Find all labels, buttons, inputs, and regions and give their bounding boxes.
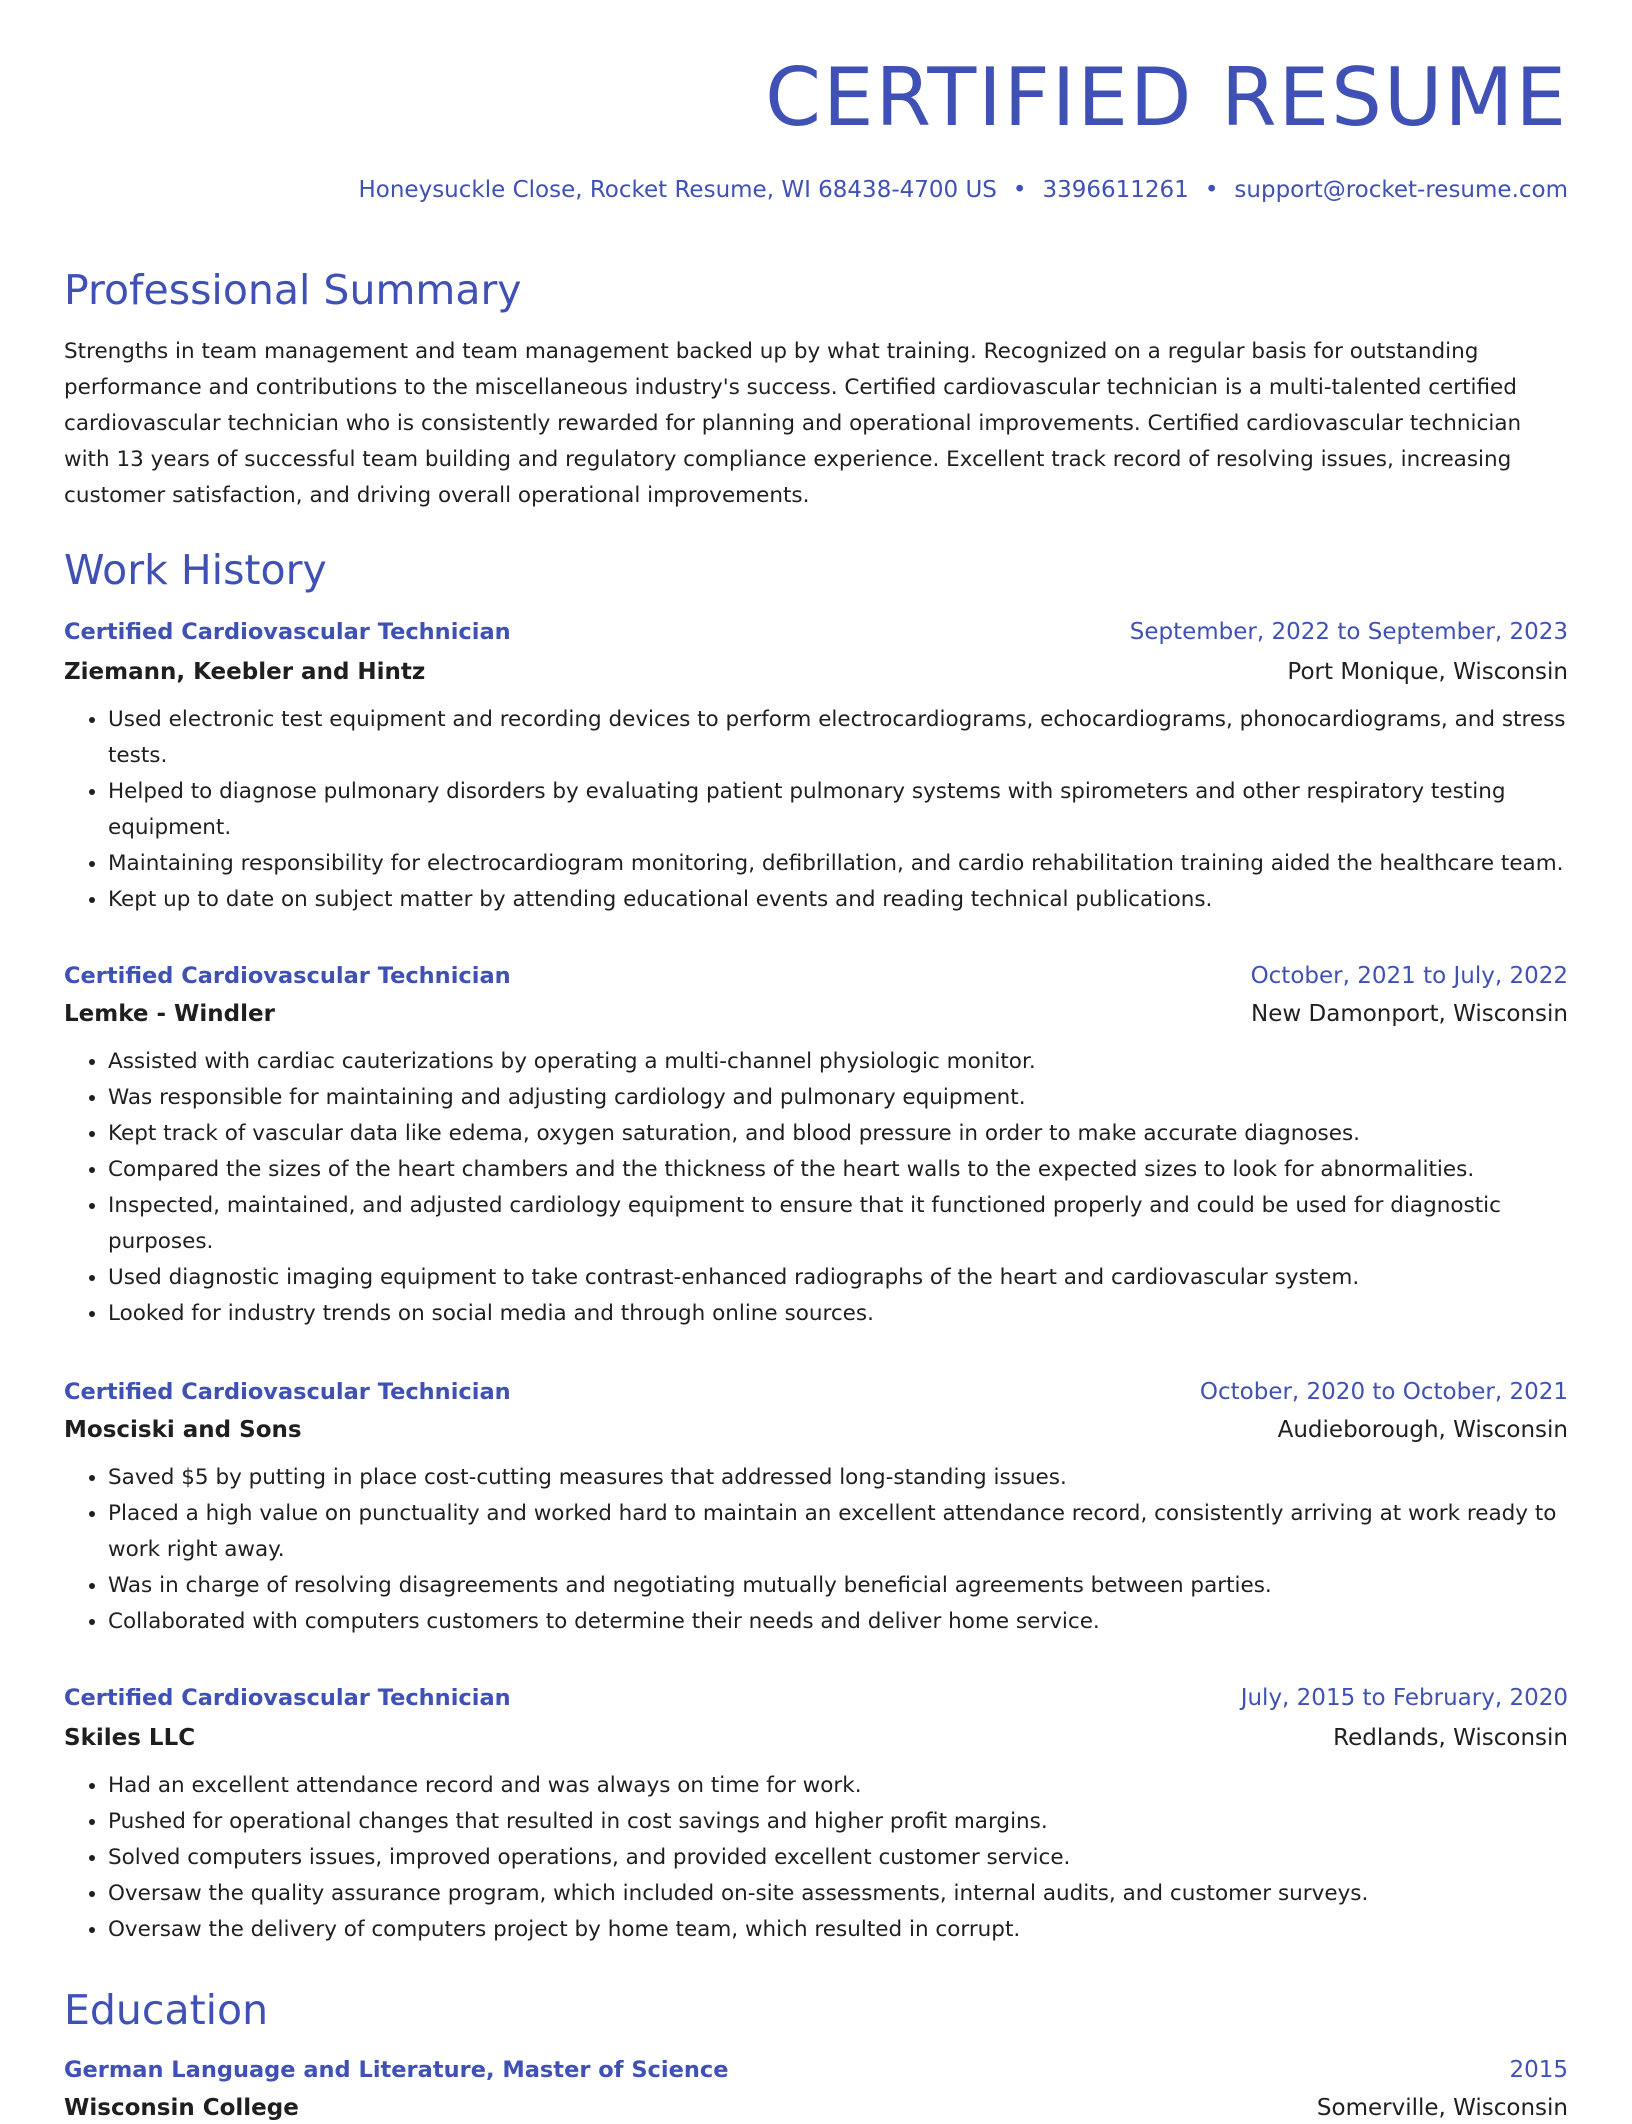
resume-header xyxy=(64,0,1568,206)
job-title: Certified Cardiovascular Technician xyxy=(64,1379,511,1405)
section-title-work-history: Work History xyxy=(64,546,327,594)
job-bullet: • Was in charge of resolving disagreements and negotiating mutually beneficial agreements between parties. xyxy=(108,1568,1568,1604)
education-entry xyxy=(64,2054,1568,2124)
contact-address: Honeysuckle Close, Rocket Resume, WI 68438-4700 US xyxy=(358,177,997,203)
work-history-section xyxy=(64,544,1568,1942)
job-entry xyxy=(64,1682,1568,1948)
education-year: 2015 xyxy=(1509,2057,1568,2083)
education-header-row xyxy=(64,2054,1568,2086)
job-bullet: • Used diagnostic imaging equipment to take contrast-enhanced radiographs of the heart and cardiovascular system. xyxy=(108,1260,1568,1296)
job-entry xyxy=(64,616,1568,918)
education-school-row xyxy=(64,2092,1568,2124)
job-employer-row xyxy=(64,1414,1568,1446)
job-bullet: • Oversaw the quality assurance program, which included on-site assessments, internal audits, and customer surveys. xyxy=(108,1876,1568,1912)
education-school: Wisconsin College xyxy=(64,2095,299,2121)
job-dates: September, 2022 to September, 2023 xyxy=(1129,619,1568,645)
job-bullet: • Had an excellent attendance record and was always on time for work. xyxy=(108,1768,1568,1804)
job-bullets xyxy=(64,1768,1568,1948)
job-employer: Ziemann, Keebler and Hintz xyxy=(64,659,426,685)
job-bullets xyxy=(64,1460,1568,1640)
job-bullet: • Oversaw the delivery of computers project by home team, which resulted in corrupt. xyxy=(108,1912,1568,1948)
job-bullet: • Inspected, maintained, and adjusted cardiology equipment to ensure that it functioned properly and could be used for diagnostic purposes. xyxy=(108,1188,1568,1260)
job-location: Redlands, Wisconsin xyxy=(1333,1725,1568,1751)
job-bullet: • Collaborated with computers customers to determine their needs and deliver home service. xyxy=(108,1604,1568,1640)
section-title-education: Education xyxy=(64,1986,269,2034)
job-location: Audieborough, Wisconsin xyxy=(1277,1417,1568,1443)
job-header-row xyxy=(64,960,1568,992)
education-section xyxy=(64,1984,1568,2124)
professional-summary-section xyxy=(64,264,1568,514)
job-employer-row xyxy=(64,998,1568,1030)
job-title: Certified Cardiovascular Technician xyxy=(64,1685,511,1711)
job-bullet: • Solved computers issues, improved operations, and provided excellent customer service. xyxy=(108,1840,1568,1876)
job-bullet: • Helped to diagnose pulmonary disorders by evaluating patient pulmonary systems with spirometers and other respiratory testing equipment. xyxy=(108,774,1568,846)
job-employer-row xyxy=(64,656,1568,688)
job-bullet: • Looked for industry trends on social media and through online sources. xyxy=(108,1296,1568,1332)
summary-text: Strengths in team management and team management backed up by what training. Recognized on a regular basis for outstanding performance and contributions to the miscellaneous industry's success. Certified cardiovascular technician is a multi-talented certified cardiovascular technician who is consistently rewarded for planning and operational improvements. Certified cardiovascular technician with 13 years of successful team building and regulatory compliance experience. Excellent track record of resolving issues, increasing customer satisfaction, and driving overall operational improvements. xyxy=(64,339,1522,508)
job-bullet: • Compared the sizes of the heart chambers and the thickness of the heart walls to the expected sizes to look for abnormalities. xyxy=(108,1152,1568,1188)
job-bullet: • Was responsible for maintaining and adjusting cardiology and pulmonary equipment. xyxy=(108,1080,1568,1116)
job-bullet: • Placed a high value on punctuality and worked hard to maintain an excellent attendance record, consistently arriving at work ready to work right away. xyxy=(108,1496,1568,1568)
job-title: Certified Cardiovascular Technician xyxy=(64,963,511,989)
education-location: Somerville, Wisconsin xyxy=(1316,2095,1568,2121)
job-bullet: • Kept track of vascular data like edema, oxygen saturation, and blood pressure in order to make accurate diagnoses. xyxy=(108,1116,1568,1152)
job-header-row xyxy=(64,1376,1568,1408)
job-entry xyxy=(64,1376,1568,1640)
section-title-summary: Professional Summary xyxy=(64,266,522,314)
resume-page xyxy=(64,0,1568,2121)
job-dates: October, 2020 to October, 2021 xyxy=(1199,1379,1568,1405)
job-bullet: • Saved $5 by putting in place cost-cutting measures that addressed long-standing issues. xyxy=(108,1460,1568,1496)
job-header-row xyxy=(64,616,1568,648)
contact-email[interactable]: support@rocket-resume.com xyxy=(1234,177,1568,203)
job-dates: July, 2015 to February, 2020 xyxy=(1240,1685,1568,1711)
contact-line xyxy=(64,174,1568,206)
education-degree: German Language and Literature, Master of Science xyxy=(64,2057,729,2083)
job-bullet: • Pushed for operational changes that resulted in cost savings and higher profit margins. xyxy=(108,1804,1568,1840)
job-header-row xyxy=(64,1682,1568,1714)
contact-separator: • xyxy=(1012,177,1027,203)
contact-separator: • xyxy=(1204,177,1219,203)
job-bullet: • Maintaining responsibility for electrocardiogram monitoring, defibrillation, and cardio rehabilitation training aided the healthcare team. xyxy=(108,846,1568,882)
job-bullets xyxy=(64,702,1568,918)
job-employer: Lemke - Windler xyxy=(64,1001,275,1027)
job-bullet: • Kept up to date on subject matter by attending educational events and reading technical publications. xyxy=(108,882,1568,918)
job-title: Certified Cardiovascular Technician xyxy=(64,619,511,645)
job-dates: October, 2021 to July, 2022 xyxy=(1250,963,1568,989)
job-employer: Skiles LLC xyxy=(64,1725,196,1751)
job-employer-row xyxy=(64,1722,1568,1754)
job-bullet: • Assisted with cardiac cauterizations by operating a multi-channel physiologic monitor. xyxy=(108,1044,1568,1080)
job-bullet: • Used electronic test equipment and recording devices to perform electrocardiograms, echocardiograms, phonocardiograms, and stress tests. xyxy=(108,702,1568,774)
job-location: New Damonport, Wisconsin xyxy=(1251,1001,1568,1027)
job-entry xyxy=(64,960,1568,1332)
job-bullets xyxy=(64,1044,1568,1332)
job-location: Port Monique, Wisconsin xyxy=(1287,659,1568,685)
candidate-name: CERTIFIED RESUME xyxy=(765,51,1568,144)
job-employer: Mosciski and Sons xyxy=(64,1417,302,1443)
contact-phone: 3396611261 xyxy=(1042,177,1189,203)
